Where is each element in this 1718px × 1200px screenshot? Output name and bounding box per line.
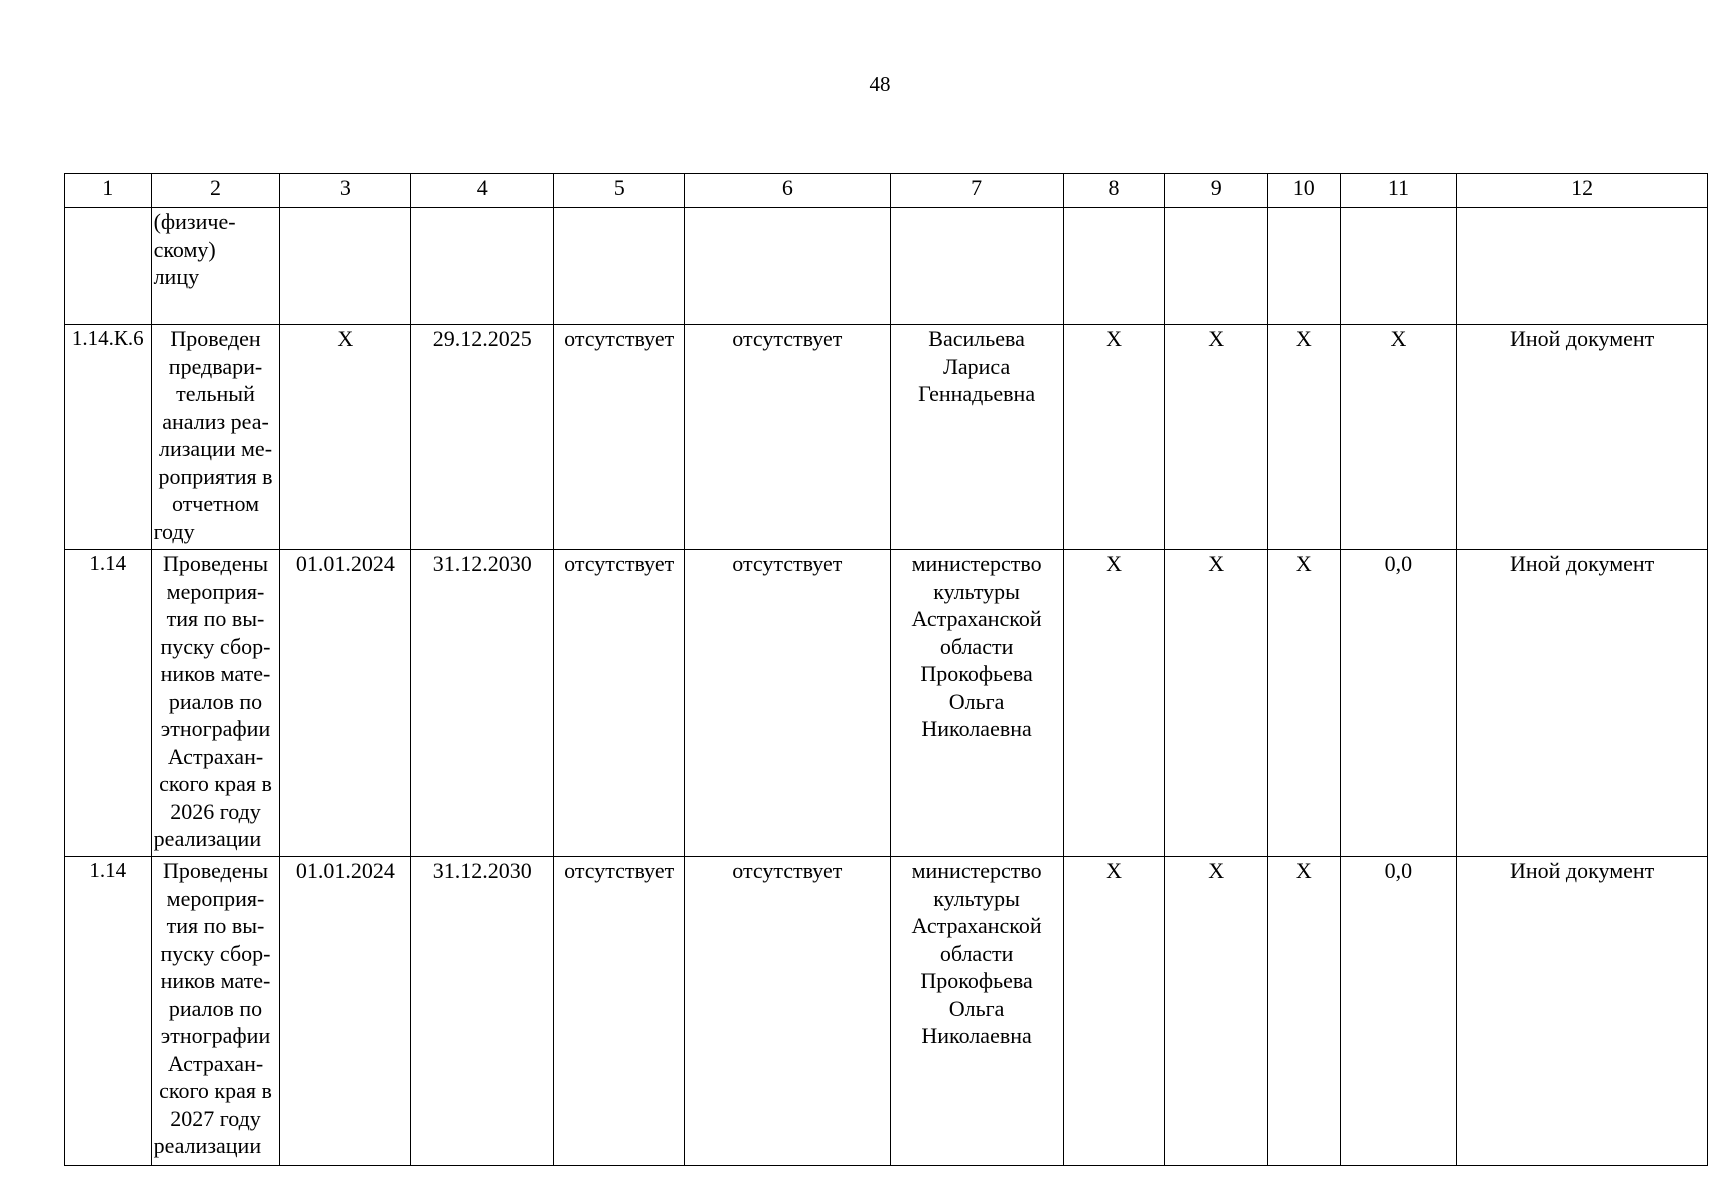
row-cell (411, 208, 554, 325)
row-name-cell (151, 208, 280, 325)
row-cell: X (1340, 325, 1457, 550)
header-cell: 9 (1165, 174, 1268, 208)
table-row (65, 857, 1708, 1166)
header-cell: 1 (65, 174, 152, 208)
row-cell: X (1268, 857, 1340, 1166)
row-cell: X (1063, 325, 1165, 550)
row-cell: отсутствует (554, 857, 685, 1166)
header-cell: 4 (411, 174, 554, 208)
table-header-row (65, 174, 1708, 208)
row-cell: X (1063, 857, 1165, 1166)
main-table (64, 173, 1708, 1166)
row-name-cell (151, 857, 280, 1166)
row-cell: 29.12.2025 (411, 325, 554, 550)
row-cell: отсутствует (685, 325, 890, 550)
row-id-cell: 1.14.К.6 (65, 325, 152, 550)
row-cell (1457, 208, 1708, 325)
header-cell: 11 (1340, 174, 1457, 208)
row-cell (1340, 208, 1457, 325)
header-cell: 8 (1063, 174, 1165, 208)
row-cell: X (1165, 857, 1268, 1166)
row-cell (1063, 208, 1165, 325)
row-name-text: (физиче- скому) лицу (153, 209, 236, 289)
row-responsible-cell: министерство культуры Астраханской области Прокофьева Ольга Николаевна (890, 857, 1063, 1166)
row-cell: 31.12.2030 (411, 550, 554, 857)
row-cell: отсутствует (554, 325, 685, 550)
header-cell: 7 (890, 174, 1063, 208)
row-cell: 31.12.2030 (411, 857, 554, 1166)
header-cell: 3 (280, 174, 411, 208)
row-cell: X (1165, 325, 1268, 550)
header-cell: 10 (1268, 174, 1340, 208)
row-cell: 0,0 (1340, 857, 1457, 1166)
table-row (65, 550, 1708, 857)
row-cell (890, 208, 1063, 325)
row-cell: X (1165, 550, 1268, 857)
row-id-cell: 1.14 (65, 857, 152, 1166)
header-cell: 12 (1457, 174, 1708, 208)
row-cell: X (1268, 325, 1340, 550)
row-cell: отсутствует (685, 857, 890, 1166)
header-cell: 2 (151, 174, 280, 208)
row-id-cell (65, 208, 152, 325)
row-cell (1165, 208, 1268, 325)
page-number: 48 (869, 72, 891, 96)
row-cell: 01.01.2024 (280, 857, 411, 1166)
table-row (65, 325, 1708, 550)
header-cell: 6 (685, 174, 890, 208)
row-name-cell (151, 550, 280, 857)
row-cell (554, 208, 685, 325)
row-cell: X (1063, 550, 1165, 857)
row-name-cell (151, 325, 280, 550)
row-cell: 0,0 (1340, 550, 1457, 857)
row-cell: отсутствует (554, 550, 685, 857)
row-cell: Иной документ (1457, 550, 1708, 857)
row-cell (1268, 208, 1340, 325)
row-responsible-cell: Васильева Лариса Геннадьевна (890, 325, 1063, 550)
row-name-text: Проведены мероприя-тия по вы-пуску сбор-ников мате-риалов по этнографии Астрахан-ского края в 2027 году реализации (153, 858, 272, 1158)
row-cell: 01.01.2024 (280, 550, 411, 857)
row-responsible-cell: министерство культуры Астраханской области Прокофьева Ольга Николаевна (890, 550, 1063, 857)
row-cell (685, 208, 890, 325)
header-cell: 5 (554, 174, 685, 208)
row-name-text: Проведены мероприя-тия по вы-пуску сбор-ников мате-риалов по этнографии Астрахан-ского края в 2026 году реализации (153, 551, 272, 851)
row-cell (280, 208, 411, 325)
row-cell: отсутствует (685, 550, 890, 857)
row-cell: Иной документ (1457, 325, 1708, 550)
row-cell: Иной документ (1457, 857, 1708, 1166)
row-id-cell: 1.14 (65, 550, 152, 857)
row-cell: X (280, 325, 411, 550)
table-row (65, 208, 1708, 325)
row-name-text: Проведен предвари-тельный анализ реа-лизации ме-роприятия в отчетном году (153, 326, 273, 544)
row-cell: X (1268, 550, 1340, 857)
